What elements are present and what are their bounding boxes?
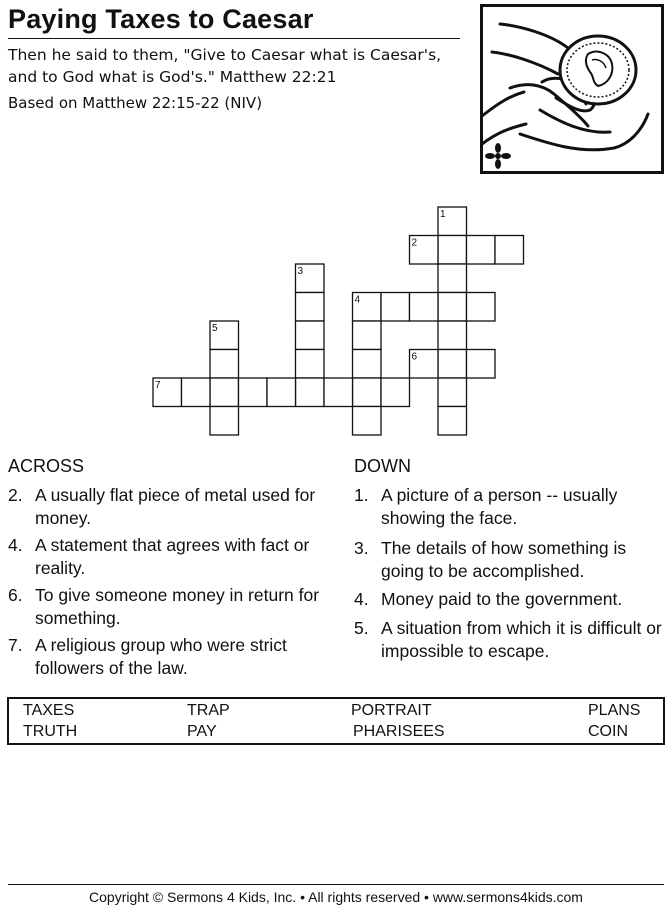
crossword-cell[interactable] [210,350,239,379]
word-bank-item: TRAP [187,702,230,719]
crossword-cell[interactable] [296,350,325,379]
copyright-footer: Copyright © Sermons 4 Kids, Inc. • All rights reserved • www.sermons4kids.com [89,889,583,905]
clue-number: 3 [297,266,304,277]
word-bank-item: COIN [588,723,628,740]
crossword-cell[interactable] [467,350,496,379]
crossword-cell[interactable] [267,378,296,407]
crossword-cell[interactable] [467,236,496,265]
word-bank-item: TRUTH [23,723,78,740]
crossword-cell[interactable] [381,293,410,322]
crossword-cell[interactable] [210,378,239,407]
crossword-cell[interactable] [381,378,410,407]
crossword-cell[interactable] [353,350,382,379]
across-heading: ACROSS [8,456,85,476]
down-clue: 3. The details of how something is going to be accomplished. [354,538,627,581]
crossword-cell[interactable] [182,378,211,407]
page-title: Paying Taxes to Caesar [8,4,314,34]
clue-number: 6 [411,351,418,363]
clue-number: 4 [354,294,361,306]
down-clue: 1. A picture of a person -- usually showing the face. [354,485,618,528]
word-bank-item: PORTRAIT [351,702,432,719]
scripture-reference: Based on Matthew 22:15-22 (NIV) [8,94,263,112]
across-clue: 6. To give someone money in return for something. [8,585,320,628]
crossword-cell[interactable] [438,407,467,436]
crossword-cell[interactable] [353,378,382,407]
crossword-cell[interactable] [438,264,467,293]
down-heading: DOWN [354,456,411,476]
across-clue: 2. A usually flat piece of metal used for money. [8,485,316,528]
clue-number: 5 [212,323,218,334]
crossword-cell[interactable] [467,293,496,322]
word-bank [7,697,665,745]
crossword-cell[interactable] [438,378,467,407]
footer-divider [8,884,664,885]
crossword-cell[interactable] [495,236,524,265]
crossword-cell[interactable] [296,293,325,322]
crossword-cell[interactable] [210,407,239,436]
clue-number: 2 [411,237,418,249]
word-bank-item: PLANS [588,702,641,719]
down-clue: 4. Money paid to the government. [354,589,623,609]
crossword-cell[interactable] [438,350,467,379]
across-clue: 4. A statement that agrees with fact or reality. [8,535,310,578]
across-clue: 7. A religious group who were strict followers of the law. [8,635,287,678]
word-bank-item: PAY [187,723,217,740]
crossword-cell[interactable] [239,378,268,407]
crossword-cell[interactable] [353,321,382,350]
crossword-cell[interactable] [438,293,467,322]
bible-verse: Then he said to them, "Give to Caesar what is Caesar's, and to God what is God's." Matthew 22:21 [8,46,442,86]
crossword-cell[interactable] [438,236,467,265]
crossword-cell[interactable] [296,321,325,350]
crossword-cell[interactable] [296,378,325,407]
word-bank-item: PHARISEES [353,723,445,740]
word-bank-item: TAXES [23,702,75,719]
crossword-cell[interactable] [324,378,353,407]
clue-number: 1 [440,209,446,220]
crossword-cell[interactable] [438,321,467,350]
down-clue: 5. A situation from which it is difficult or impossible to escape. [354,618,662,661]
crossword-cell[interactable] [410,293,439,322]
clue-number: 7 [155,380,161,391]
crossword-cell[interactable] [353,407,382,436]
